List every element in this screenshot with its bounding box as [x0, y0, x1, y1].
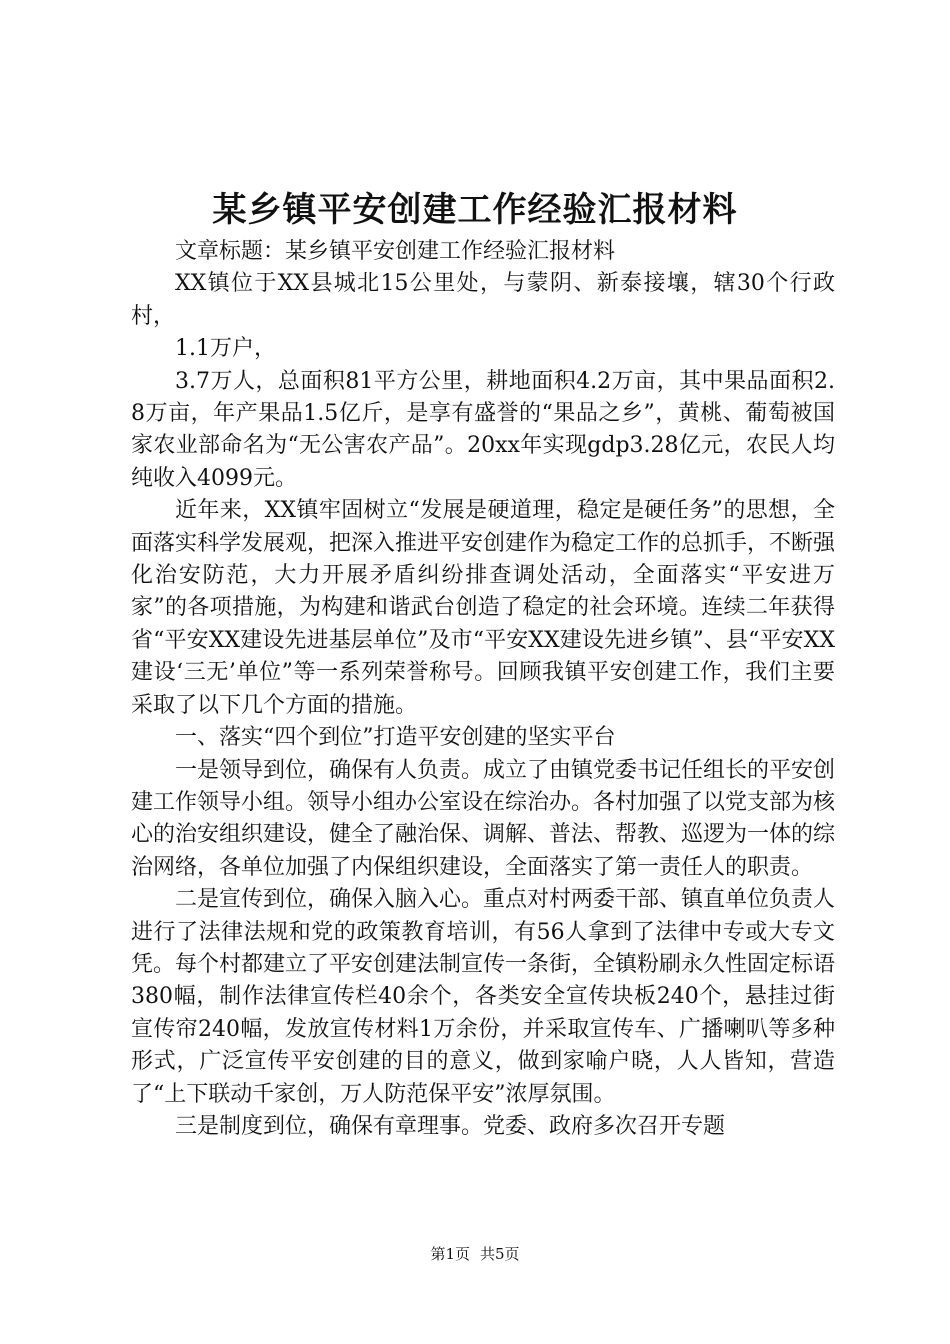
- paragraph-population: 3.7万人，总面积81平方公里，耕地面积4.2万亩，其中果品面积2.8万亩，年产果品1.5亿斤，是享有盛誉的“果品之乡”，黄桃、葡萄被国家农业部命名为“无公害农产品”。20xx年实现gdp3.28亿元，农民人均纯收入4099元。: [131, 368, 835, 491]
- document-title: 某乡镇平安创建工作经验汇报材料: [212, 190, 738, 230]
- document-body: [131, 236, 835, 1143]
- page-total: 共5页: [480, 1245, 520, 1263]
- section-heading-1: 一、落实“四个到位”打造平安创建的坚实平台: [175, 725, 616, 751]
- paragraph-location: XX镇位于XX县城北15公里处，与蒙阴、新泰接壤，辖30个行政村，: [131, 271, 835, 329]
- page-footer: [0, 1242, 950, 1266]
- paragraph-system: 三是制度到位，确保有章理事。党委、政府多次召开专题: [175, 1113, 726, 1139]
- article-title-line: 文章标题：某乡镇平安创建工作经验汇报材料: [175, 239, 616, 264]
- paragraph-leadership: 一是领导到位，确保有人负责。成立了由镇党委书记任组长的平安创建工作领导小组。领导小组办公室设在综治办。各村加强了以党支部为核心的治安组织建设，健全了融治保、调解、普法、帮教、巡逻为一体的综治网络，各单位加强了内保组织建设，全面落实了第一责任人的职责。: [131, 757, 836, 880]
- paragraph-overview: 近年来，XX镇牢固树立“发展是硬道理，稳定是硬任务”的思想，全面落实科学发展观，把深入推进平安创建作为稳定工作的总抓手，不断强化治安防范，大力开展矛盾纠纷排查调处活动，全面落实“平安进万家”的各项措施，为构建和谐武台创造了稳定的社会环境。连续二年获得省“平安XX建设先进基层单位”及市“平安XX建设先进乡镇”、县“平安XX建设‘三无’单位”等一系列荣誉称号。回顾我镇平安创建工作，我们主要采取了以下几个方面的措施。: [131, 498, 836, 718]
- page-number: 第1页: [430, 1245, 470, 1263]
- paragraph-publicity: 二是宣传到位，确保入脑入心。重点对村两委干部、镇直单位负责人进行了法律法规和党的政策教育培训，有56人拿到了法律中专或大专文凭。每个村都建立了平安创建法制宣传一条街，全镇粉刷永久性固定标语380幅，制作法律宣传栏40余个，各类安全宣传块板240个，悬挂过街宣传帘240幅，发放宣传材料1万余份，并采取宣传车、广播喇叭等多种形式，广泛宣传平安创建的目的意义，做到家喻户晓，人人皆知，营造了“上下联动千家创，万人防范保平安”浓厚氛围。: [131, 887, 836, 1107]
- paragraph-households: 1.1万户，: [175, 336, 276, 362]
